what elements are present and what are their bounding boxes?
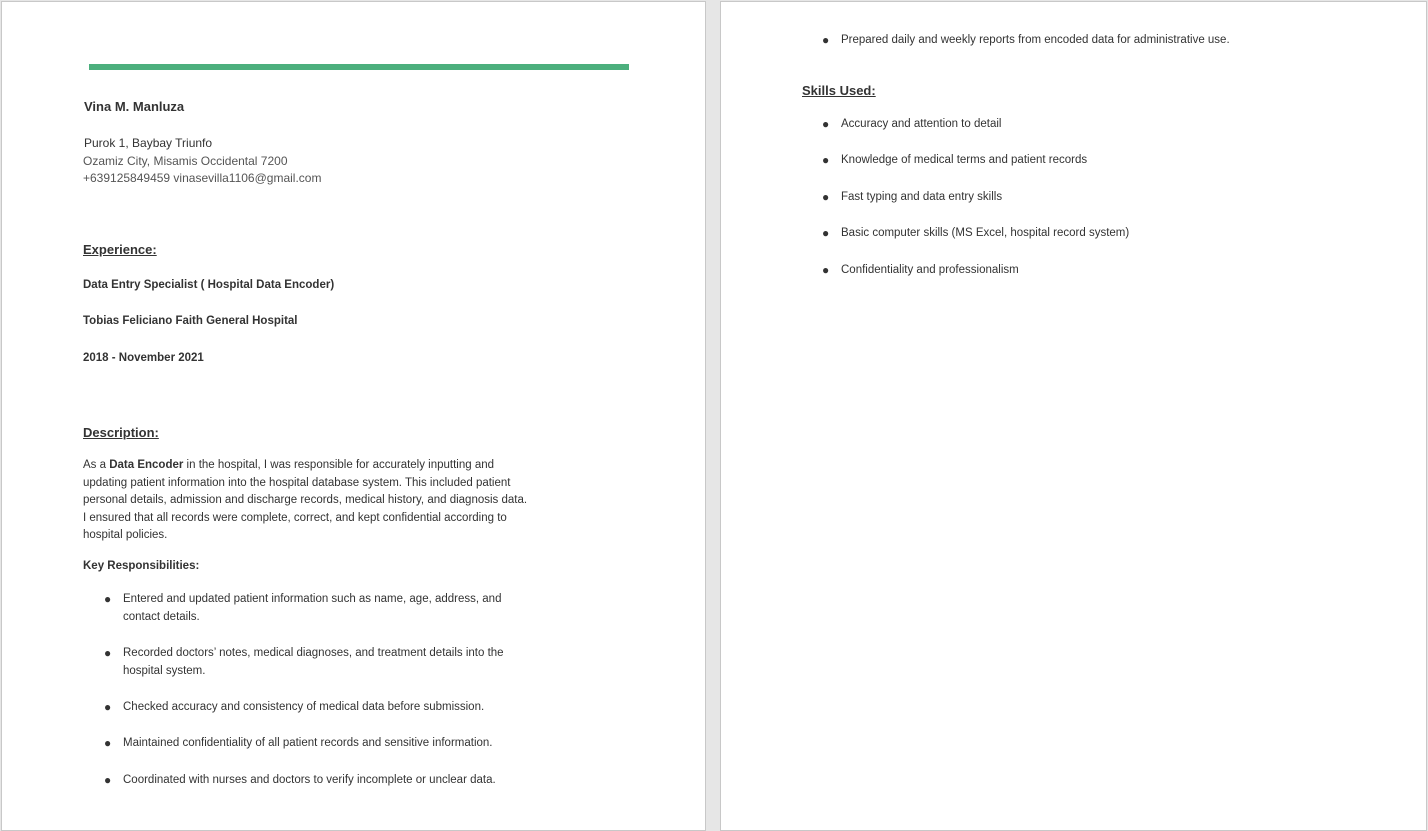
bullet-icon: ● xyxy=(104,700,112,714)
resume-name: Vina M. Manluza xyxy=(84,99,185,114)
responsibility-text: Entered and updated patient information such as name, age, address, and contact details. xyxy=(123,593,502,623)
responsibility-text: Prepared daily and weekly reports from encoded data for administrative use. xyxy=(841,34,1230,46)
responsibility-text: Coordinated with nurses and doctors to verify incomplete or unclear data. xyxy=(123,774,496,786)
bullet-icon: ● xyxy=(822,117,830,131)
address-line-1: Purok 1, Baybay Triunfo xyxy=(84,136,213,150)
skill-text: Basic computer skills (MS Excel, hospital record system) xyxy=(841,227,1130,239)
employment-dates: 2018 - November 2021 xyxy=(83,352,204,364)
description-paragraph xyxy=(83,457,528,545)
bullet-icon: ● xyxy=(822,190,830,204)
job-title: Data Entry Specialist ( Hospital Data Encoder) xyxy=(83,279,335,291)
description-body: in the hospital, I was responsible for accurately inputting and updating patient information into the hospital database system. This included patient personal details, admission and discharge records, medical history, and diagnosis data. I ensured that all records were complete, correct, and kept confidential according to hospital policies. xyxy=(83,459,528,541)
bullet-icon: ● xyxy=(104,592,112,606)
skills-heading: Skills Used: xyxy=(802,83,876,98)
skill-text: Knowledge of medical terms and patient records xyxy=(841,154,1088,166)
skill-text: Confidentiality and professionalism xyxy=(841,264,1019,276)
skill-text: Fast typing and data entry skills xyxy=(841,191,1003,203)
responsibility-text: Recorded doctors’ notes, medical diagnoses, and treatment details into the hospital system. xyxy=(123,647,504,677)
description-prefix: As a xyxy=(83,459,110,471)
key-responsibilities-heading: Key Responsibilities: xyxy=(83,560,200,572)
responsibility-text: Maintained confidentiality of all patient records and sensitive information. xyxy=(123,737,493,749)
header-accent-bar xyxy=(89,64,629,70)
description-role: Data Encoder xyxy=(109,459,184,471)
responsibility-text: Checked accuracy and consistency of medical data before submission. xyxy=(123,701,485,713)
bullet-icon: ● xyxy=(104,773,112,787)
bullet-icon: ● xyxy=(104,736,112,750)
skill-text: Accuracy and attention to detail xyxy=(841,118,1002,130)
bullet-icon: ● xyxy=(822,33,830,47)
bullet-icon: ● xyxy=(104,646,112,660)
employer-name: Tobias Feliciano Faith General Hospital xyxy=(83,315,298,327)
bullet-icon: ● xyxy=(822,153,830,167)
description-heading: Description: xyxy=(83,425,159,440)
bullet-icon: ● xyxy=(822,226,830,240)
address-line-2: Ozamiz City, Misamis Occidental 7200 xyxy=(83,154,288,168)
phone-email: +639125849459 vinasevilla1106@gmail.com xyxy=(83,171,322,185)
experience-heading: Experience: xyxy=(83,242,157,257)
bullet-icon: ● xyxy=(822,263,830,277)
